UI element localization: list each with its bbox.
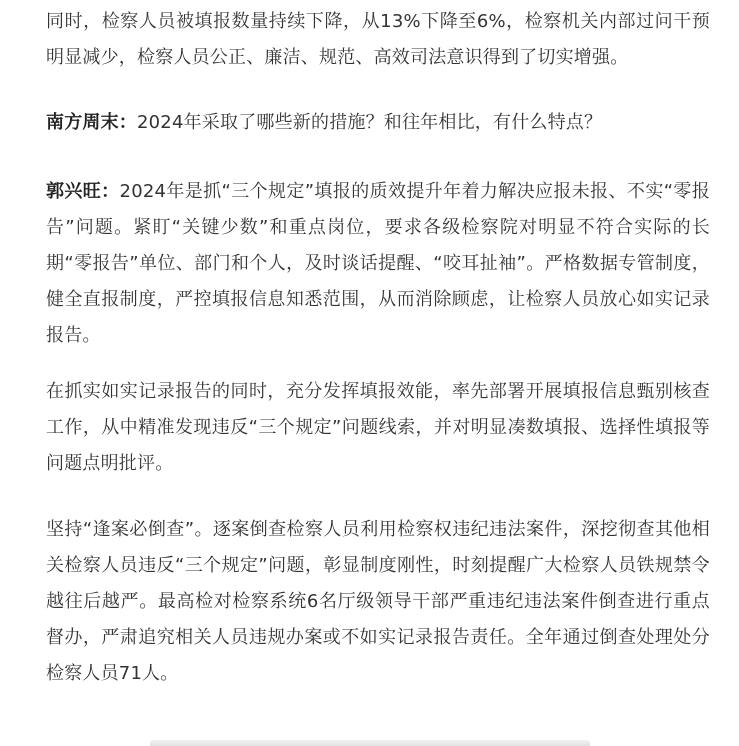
bottom-shadow-bar — [150, 740, 590, 746]
paragraph-answer — [46, 174, 710, 354]
paragraph-verification: 在抓实如实记录报告的同时，充分发挥填报效能，率先部署开展填报信息甄别核查工作，从中精准发现违反“三个规定”问题线索，并对明显凑数填报、选择性填报等问题点明批评。 — [46, 381, 710, 474]
paragraph-investigation: 坚持“逢案必倒查”。逐案倒查检察人员利用检察权违纪违法案件，深挖彻查其他相关检察人员违反“三个规定”问题，彰显制度刚性，时刻提醒广大检察人员铁规禁令越往后越严。最高检对检察系统6名厅级领导干部严重违纪违法案件倒查进行重点督办，严肃追究相关人员违规办案或不如实记录报告责任。全年通过倒查处理处分检察人员71人。 — [46, 519, 710, 684]
answer-text: 2024年是抓“三个规定”填报的质效提升年着力解决应报未报、不实“零报告”问题。紧盯“关键少数”和重点岗位，要求各级检察院对明显不符合实际的长期“零报告”单位、部门和个人，及时谈话提醒、“咬耳扯袖”。严格数据专管制度，健全直报制度，严控填报信息知悉范围，从而消除顾虑，让检察人员放心如实记录报告。 — [46, 181, 711, 346]
paragraph-result: 同时，检察人员被填报数量持续下降，从13%下降至6%，检察机关内部过问干预明显减少，检察人员公正、廉洁、规范、高效司法意识得到了切实增强。 — [46, 11, 710, 68]
question-text: 2024年采取了哪些新的措施？和往年相比，有什么特点？ — [137, 112, 603, 133]
interviewer-label: 南方周末： — [46, 112, 137, 133]
interviewee-label: 郭兴旺： — [46, 181, 120, 202]
paragraph-question — [46, 105, 710, 141]
